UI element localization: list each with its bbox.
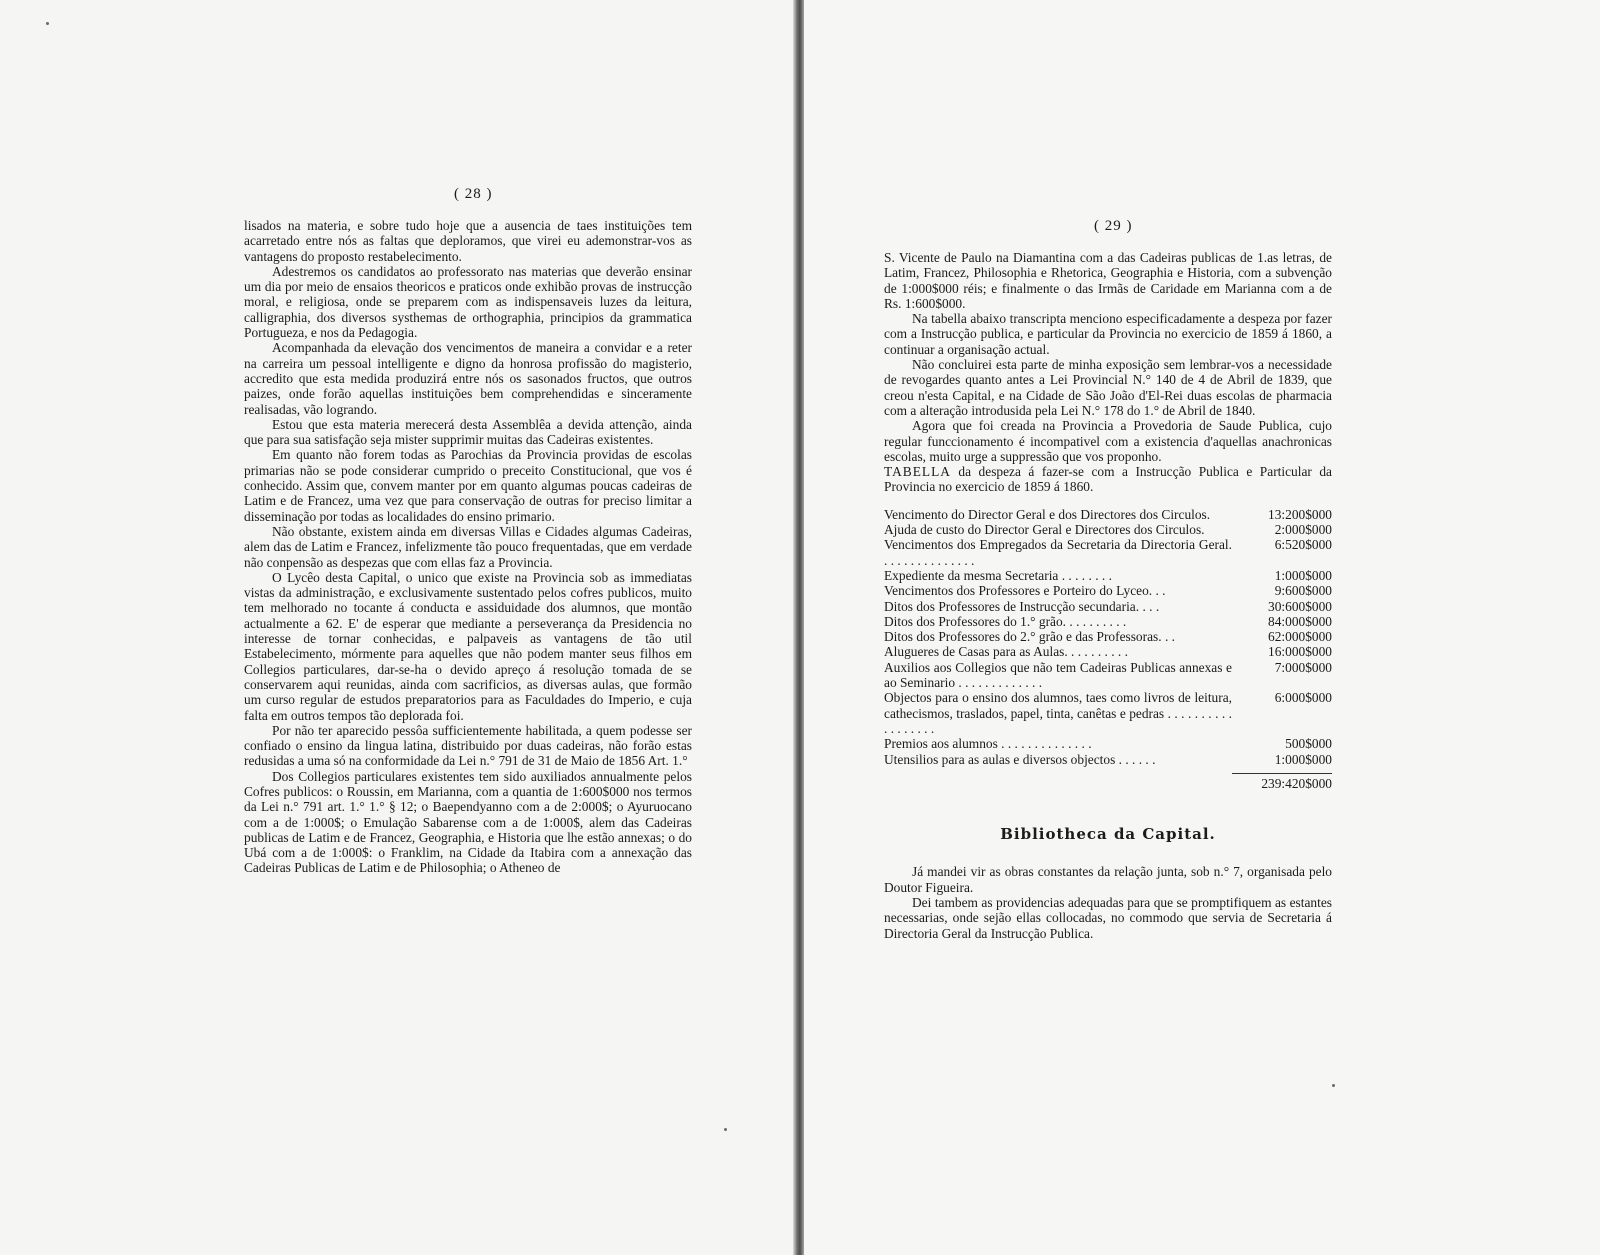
paragraph: Não concluirei esta parte de minha exposição sem lembrar-vos a necessidade de revogardes quanto antes a Lei Provincial N.° 140 de 4 de Abril de 1839, que creou n'esta Capital, e na Cidade de São João d'El-Rei duas escolas de pharmacia com a alteração introdusida pela Lei N.° 178 do 1.° de Abril de 1840. <box>884 357 1332 418</box>
table-row <box>884 690 1332 736</box>
table-row <box>884 507 1332 522</box>
table-row <box>884 568 1332 583</box>
paragraph: Não obstante, existem ainda em diversas Villas e Cidades algumas Cadeiras, alem das de Latim e Francez, infelizmente tão pouco frequentadas, que em verdade não conpensão as despezas que com ellas faz a Provincia. <box>244 523 692 570</box>
expense-amount: 6:000$000 <box>1274 690 1332 706</box>
expense-item: Vencimentos dos Empregados da Secretaria da Directoria Geral. . . . . . . . . . . . . . . <box>884 537 1232 568</box>
paragraph: Já mandei vir as obras constantes da relação junta, sob n.° 7, organisada pelo Doutor Figueira. <box>884 864 1332 895</box>
table-row <box>884 736 1332 751</box>
expense-amount: 30:600$000 <box>1268 598 1332 614</box>
paper-speck <box>46 22 49 25</box>
paragraph: Por não ter aparecido pessôa sufficientemente habilitada, a quem podesse ser confiado o ensino da lingua latina, distribuido por duas cadeiras, não forão estas redusidas a uma só na conformidade da Lei n.° 791 de 31 de Maio de 1856 Art. 1.° <box>244 722 692 769</box>
expense-item: Alugueres de Casas para as Aulas. . . . . . . . . . <box>884 644 1128 660</box>
paragraph: Na tabella abaixo transcripta menciono especificadamente a despeza por fazer com a Instrucção publica, e particular da Provincia no exercicio de 1859 á 1860, a continuar a organisação actual. <box>884 311 1332 357</box>
expense-amount: 6:520$000 <box>1274 537 1332 553</box>
right-text-column <box>884 250 1332 941</box>
expense-item: Vencimento do Director Geral e dos Directores dos Circulos. <box>884 506 1211 522</box>
paragraph: O Lycêo desta Capital, o unico que existe na Provincia sob as immediatas vistas da administração, e exclusivamente sustentado pelos cofres publicos, muito tem melhorado no tocante á conducta e assiduidade dos alumnos, que montão actualmente a 62. E' de esperar que mediante a perseverança da Presidencia no interesse de tornar conhecidas, e palpaveis as vantagens de tão util Estabelecimento, mórmente para aquelles que não podem manter seus filhos em Collegios particulares, dar-se-ha o devido apreço á resolução tomada de se conservarem aqui reunidas, ainda com sacrificios, as diversas aulas, que formão um curso regular de estudos preparatorios para as Faculdades do Imperio, e cuja falta em outros tempos tão deplorada foi. <box>244 569 692 723</box>
page-number-left: ( 28 ) <box>454 186 493 202</box>
table-row <box>884 752 1332 767</box>
table-row <box>884 599 1332 614</box>
table-label: TABELLA <box>884 464 951 480</box>
expense-amount: 13:200$000 <box>1268 506 1332 522</box>
table-heading <box>884 464 1332 495</box>
expense-item: Ditos dos Professores de Instrucção secundaria. . . . <box>884 598 1160 614</box>
table-total: 239:420$000 <box>1261 775 1332 791</box>
left-text-column <box>244 218 692 876</box>
expense-item: Premios aos alumnos . . . . . . . . . . . . . . <box>884 736 1092 752</box>
right-page <box>804 0 1600 1255</box>
expense-table <box>884 507 1332 791</box>
paragraph: Dos Collegios particulares existentes tem sido auxiliados annualmente pelos Cofres publicos: o Roussin, em Marianna, com a quantia de 1:600$000 nos termos da Lei n.° 791 art. 1.° 1.° § 12; o Baependyanno com a de 2:000$; o Ayuruocano com a de 1:000$; o Emulação Sabarense com a de 1:000$, alem das Cadeiras publicas de Latim e de Francez, Geographia, e Historia que lhe estão annexas; o do Ubá com a de 1:000$: o Franklim, na Cidade da Itabira com a annexação das Cadeiras Publicas de Latim e de Philosophia; o Atheneo de <box>244 768 692 876</box>
expense-amount: 62:000$000 <box>1268 629 1332 645</box>
expense-item: Auxilios aos Collegios que não tem Cadeiras Publicas annexas e ao Seminario . . . . . . . . . . . . . <box>884 659 1232 691</box>
expense-item: Ditos dos Professores do 2.° grão e das Professoras. . . <box>884 629 1175 645</box>
paragraph: lisados na materia, e sobre tudo hoje que a ausencia de taes instituições tem acarretado entre nós as faltas que deploramos, que virei eu ademonstrar-vos as vantagens do proposto restabelecimento. <box>244 218 692 264</box>
expense-amount: 16:000$000 <box>1268 644 1332 660</box>
table-caption: da despeza á fazer-se com a Instrucção Publica e Particular da Provincia no exercicio de 1859 á 1860. <box>884 464 1332 495</box>
paragraph: Acompanhada da elevação dos vencimentos de maneira a convidar e a reter na carreira um pessoal intelligente e digno da honrosa profissão do magisterio, accredito que esta medida produzirá entre nós os sasonados fructos, que outros paizes, onde forão aquellas instituições bem comprehendidas e sinceramente realisadas, vão logrando. <box>244 340 692 417</box>
table-row <box>884 583 1332 598</box>
paragraph: Adestremos os candidatos ao professorato nas materias que deverão ensinar um dia por meio de ensaios theoricos e praticos onde exhibão provas de instrucção moral, e religiosa, onde se preparem com as indispensaveis luzes da leitura, calligraphia, dos diversos systhemas de orthographia, principios da grammatica Portugueza, e nos da Pedagogia. <box>244 263 692 341</box>
paragraph: Agora que foi creada na Provincia a Provedoria de Saude Publica, cujo regular funccionamento é incompativel com a existencia d'aquellas anachronicas escolas, muito urge a suppressão que vos proponho. <box>884 418 1332 464</box>
expense-amount: 84:000$000 <box>1268 613 1332 629</box>
paragraph: Dei tambem as providencias adequadas para que se promptifiquem as estantes necessarias, onde sejão ellas collocadas, no commodo que servia de Secretaria á Directoria Geral da Instrucção Publica. <box>884 894 1332 941</box>
expense-amount: 1:000$000 <box>1274 567 1332 583</box>
table-row <box>884 614 1332 629</box>
expense-item: Ajuda de custo do Director Geral e Directores dos Circulos. <box>884 522 1205 538</box>
expense-amount: 500$000 <box>1285 736 1332 752</box>
expense-amount: 9:600$000 <box>1274 583 1332 599</box>
paragraph: Em quanto não forem todas as Parochias da Provincia providas de escolas primarias não se pode considerar cumprido o preceito Constitucional, que vos é conhecido. Assim que, convem manter por em quanto algumas poucas cadeiras de Latim e de Francez, uma vez que para conservação de outras for preciso limitar a disseminação por todas as localidades do ensino primario. <box>244 447 692 524</box>
expense-item: Utensilios para as aulas e diversos objectos . . . . . . <box>884 751 1156 767</box>
expense-amount: 1:000$000 <box>1274 751 1332 767</box>
expense-item: Objectos para o ensino dos alumnos, taes como livros de leitura, cathecismos, traslados, papel, tinta, canêtas e pedras . . . . . . . . . . . . . . . . . . <box>884 690 1232 736</box>
table-row <box>884 522 1332 537</box>
page-number-right: ( 29 ) <box>1094 218 1133 234</box>
expense-item: Ditos dos Professores do 1.° grão. . . . . . . . . . <box>884 613 1127 629</box>
expense-amount: 7:000$000 <box>1274 659 1332 675</box>
table-row <box>884 629 1332 644</box>
section-heading: Bibliotheca da Capital. <box>1000 825 1216 844</box>
expense-item: Expediente da mesma Secretaria . . . . . . . . <box>884 567 1112 583</box>
paper-speck <box>724 1128 727 1131</box>
paragraph: Estou que esta materia merecerá desta Assemblêa a devida attenção, ainda que para sua satisfação seja mister supprimir muitas das Cadeiras existentes. <box>244 416 692 448</box>
table-row <box>884 644 1332 659</box>
paper-speck <box>1332 1084 1335 1087</box>
table-row <box>884 660 1332 691</box>
table-row <box>884 537 1332 568</box>
left-page <box>0 0 796 1255</box>
paragraph: S. Vicente de Paulo na Diamantina com a das Cadeiras publicas de 1.as letras, de Latim, Francez, Philosophia e Rhetorica, Geographia e Historia, com a subvenção de 1:000$000 réis; e finalmente o das Irmãs de Caridade em Marianna com a de Rs. 1:600$000. <box>884 250 1332 311</box>
expense-item: Vencimentos dos Professores e Porteiro do Lyceo. . . <box>884 583 1166 599</box>
total-rule <box>1232 773 1332 774</box>
expense-amount: 2:000$000 <box>1274 522 1332 538</box>
